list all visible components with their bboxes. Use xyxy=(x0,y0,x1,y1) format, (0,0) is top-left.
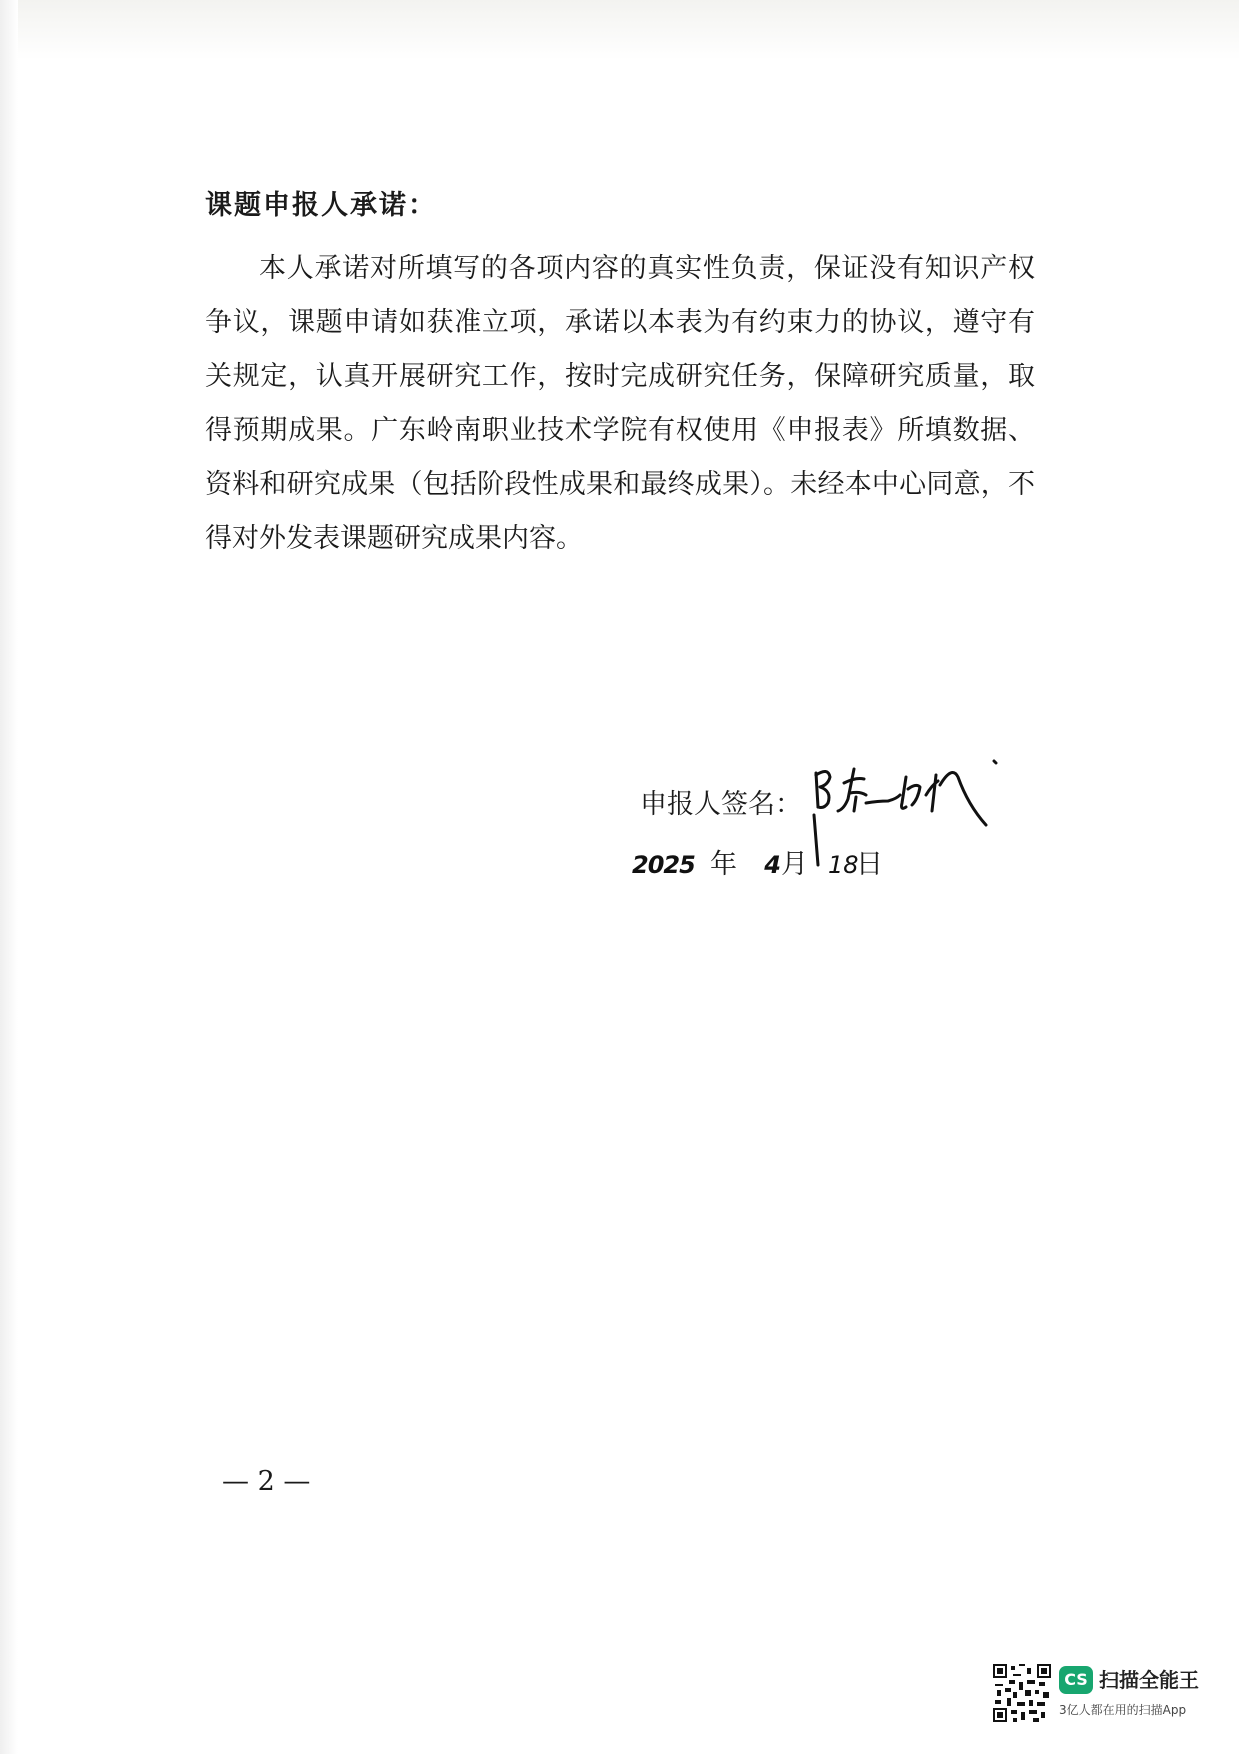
date-day-unit: 日 xyxy=(856,849,883,880)
commitment-body: 本人承诺对所填写的各项内容的真实性负责，保证没有知识产权争议，课题申请如获准立项，承诺以本表为有约束力的协议，遵守有关规定，认真开展研究工作，按时完成研究任务，保障研究质量，取得预期成果。广东岭南职业技术学院有权使用《申报表》所填数据、资料和研究成果（包括阶段性成果和最终成果）。未经本中心同意，不得对外发表课题研究成果内容。 xyxy=(205,253,1035,554)
page-number: — 2 — xyxy=(222,1466,311,1497)
signature-date xyxy=(632,845,883,885)
scan-top-shading xyxy=(0,0,1239,60)
date-year-unit: 年 xyxy=(710,849,737,880)
qr-code-icon xyxy=(993,1664,1051,1722)
date-day-handwritten: 18 xyxy=(828,851,859,879)
watermark-app-name: 扫描全能王 xyxy=(1099,1668,1199,1692)
scanner-watermark xyxy=(993,1664,1223,1734)
date-year-handwritten: 2025 xyxy=(632,851,695,879)
commitment-heading: 课题申报人承诺： xyxy=(205,190,437,221)
scan-left-shading xyxy=(0,0,18,1754)
watermark-tagline: 3亿人都在用的扫描App xyxy=(1059,1703,1187,1717)
signature-label: 申报人签名： xyxy=(640,789,802,820)
date-month-handwritten: 4 xyxy=(764,851,781,879)
camscanner-logo-icon: CS xyxy=(1059,1666,1093,1694)
date-month-unit: 月 xyxy=(781,849,808,880)
